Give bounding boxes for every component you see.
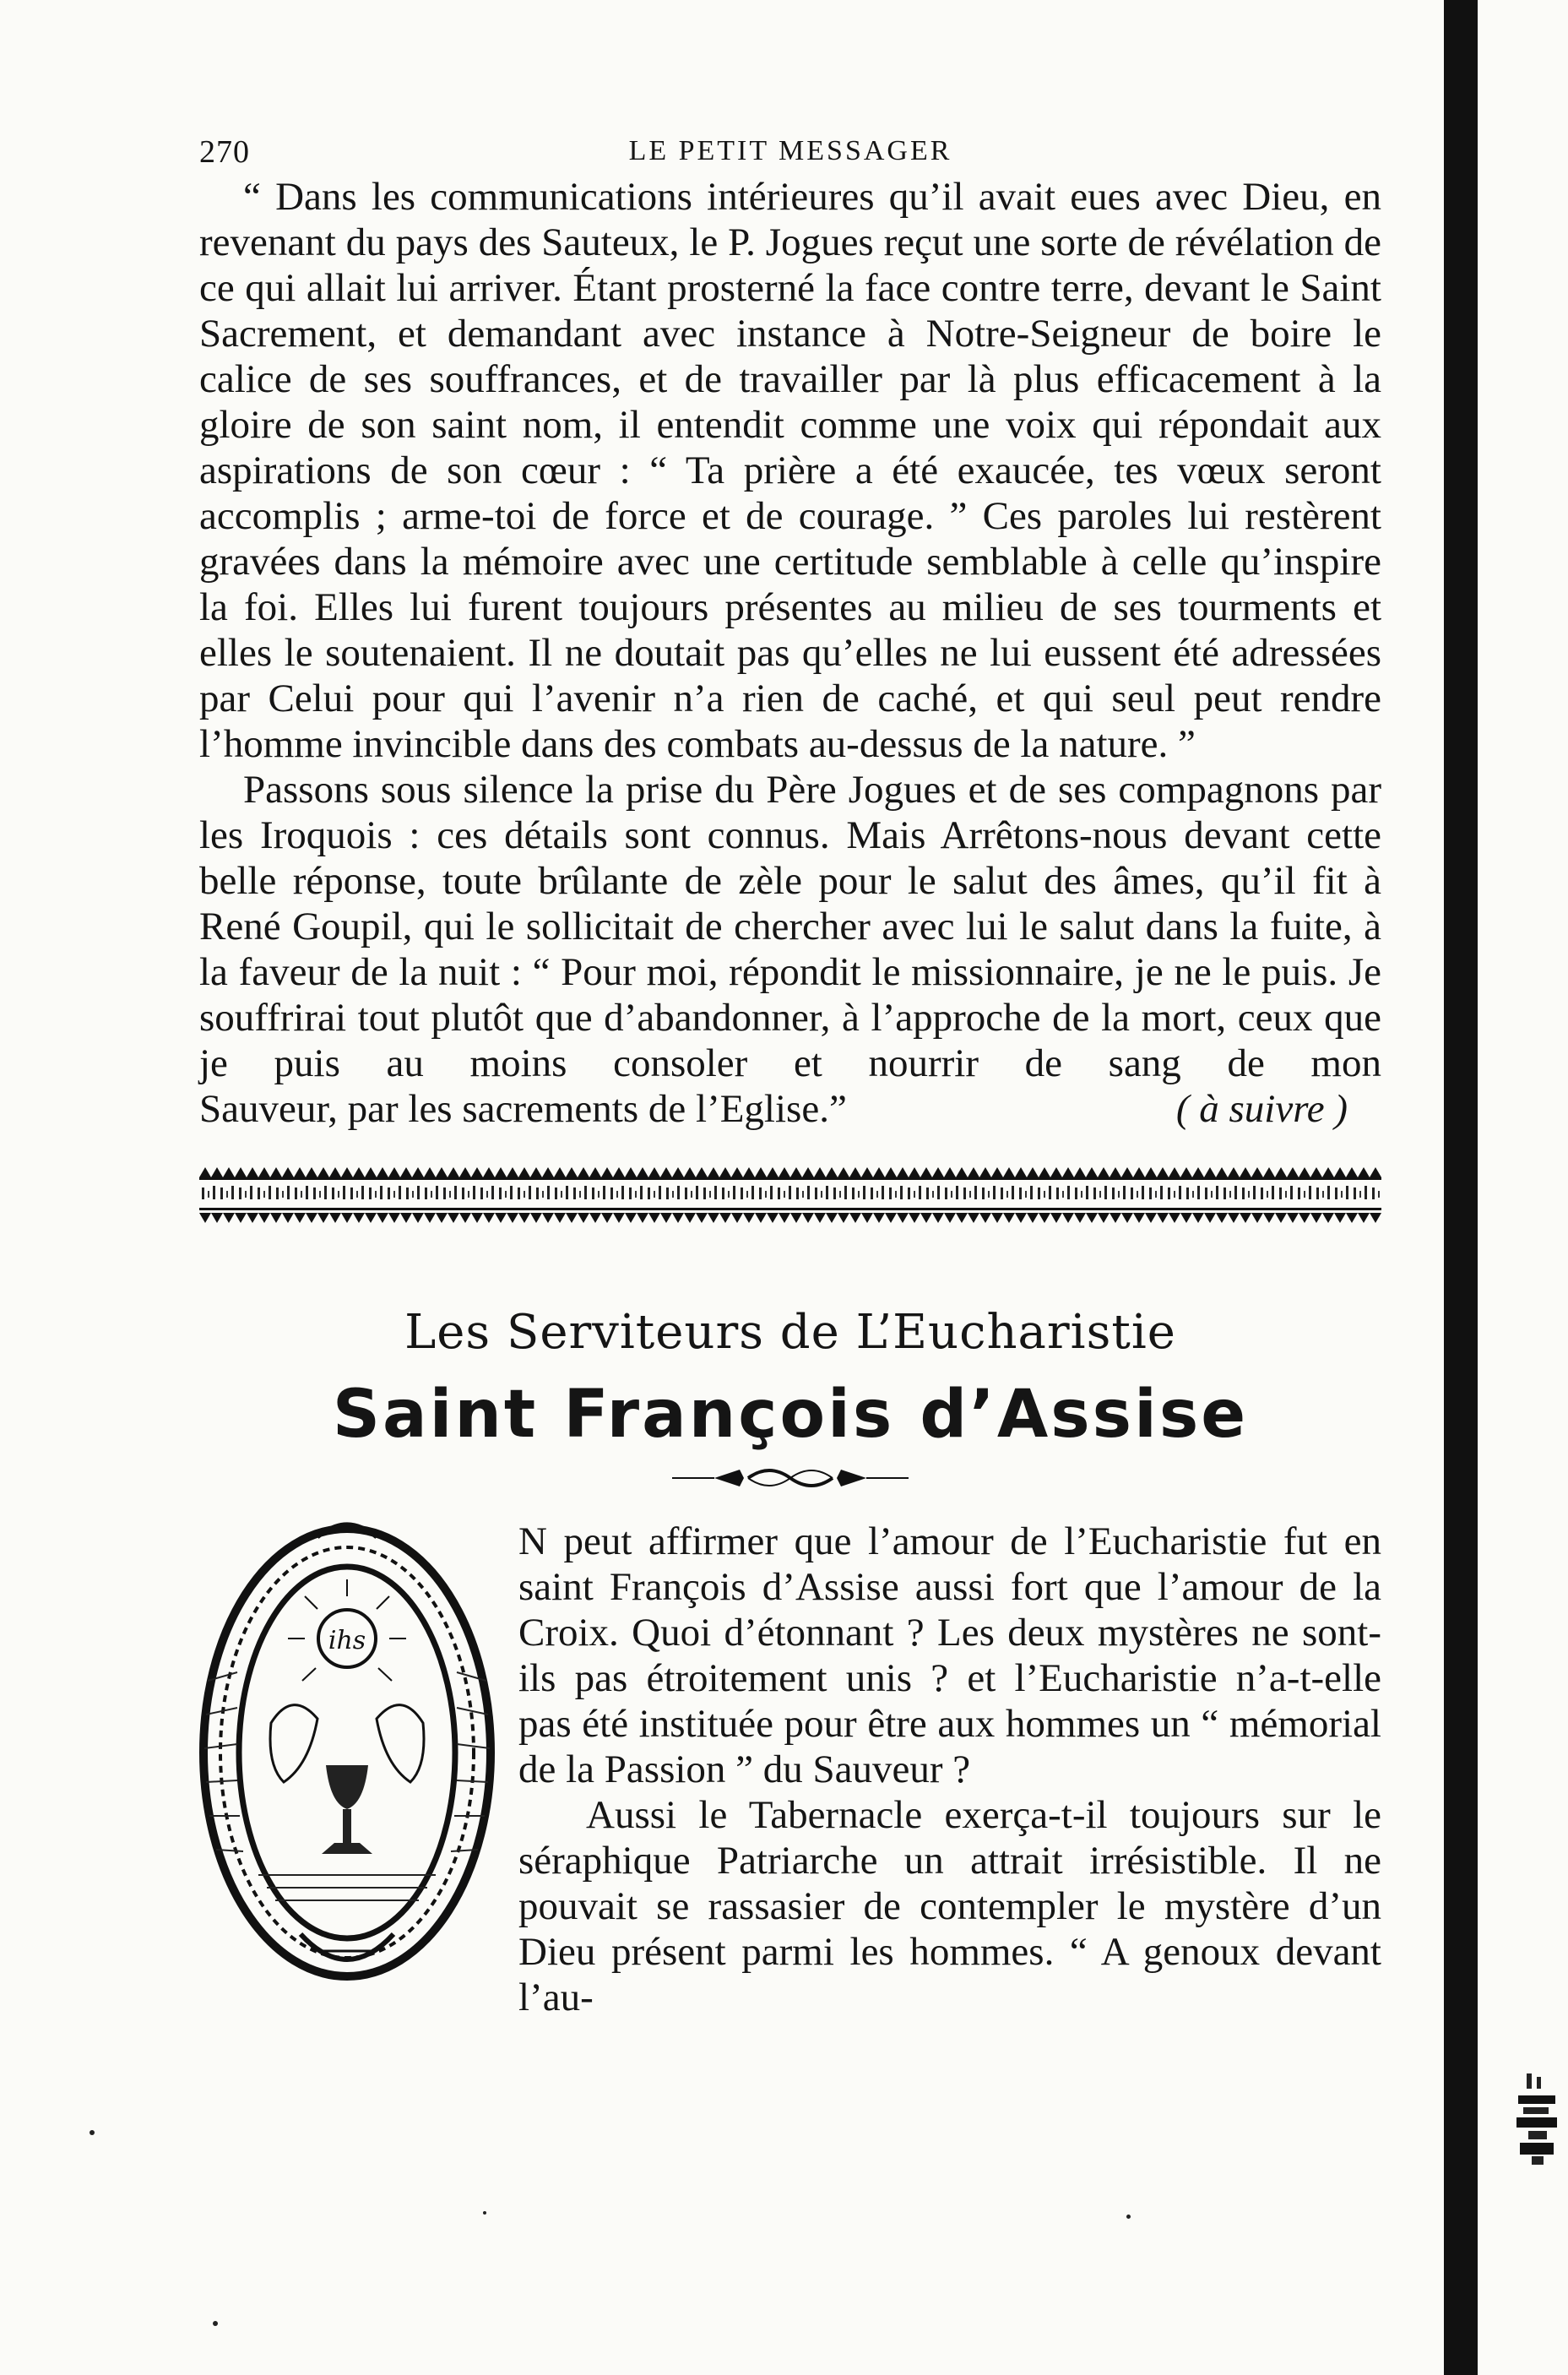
running-header xyxy=(199,127,1381,174)
article2-paragraph-2: Aussi le Tabernacle exerça-t-il toujours sur le séraphique Patriarche un attrait irrésistible. Il ne pouvait se rassasier de contempler le mystère d’un Dieu présent parmi les hommes. “ A genoux devant l’au- xyxy=(518,1793,1381,2019)
article1-paragraph-1: “ Dans les communications intérieures qu’il avait eues avec Dieu, en revenant du pays des Sauteux, le P. Jogues reçut une sorte de révélation de ce qui allait lui arriver. Étant prosterné la face contre terre, devant le Saint Sacrement, et demandant avec instance à Notre-Seigneur de boire le calice de ses souffrances, et de travailler par là plus efficacement à la gloire de son saint nom, il entendit comme une voix qui répondait aux aspirations de son cœur : “ Ta prière a été exaucée, tes vœux seront accomplis ; arme-toi de force et de courage. ” Ces paroles lui restèrent gravées dans la mémoire avec une certitude semblable à celle qu’inspire la foi. Elles lui furent toujours présentes au milieu de ses tourments et elles le soutenaient. Il ne doutait pas qu’elles ne lui eussent été adressées par Celui pour qui l’avenir n’a rien de caché, et qui seul peut rendre l’homme invincible dans des combats au-dessus de la nature. ” xyxy=(199,175,1381,766)
svg-text:ihs: ihs xyxy=(328,1626,366,1655)
article-title: Saint François d’Assise xyxy=(332,1377,1249,1453)
ink-speck xyxy=(1126,2215,1131,2219)
fleuron-ornament xyxy=(664,1461,917,1495)
binding-edge-bar xyxy=(1444,0,1478,2375)
historiated-initial-o xyxy=(191,1512,503,1997)
article2-paragraph-1: N peut affirmer que l’amour de l’Eucharistie fut en saint François d’Assise aussi fort que l’amour de la Croix. Quoi d’étonnant ? Les deux mystères ne sont-ils pas étroitement unis ? et l’Eucharistie n’a-t-elle pas été instituée pour être aux hommes un “ mémorial de la Passion ” du Sauveur ? xyxy=(518,1519,1381,1791)
page-number: 270 xyxy=(199,134,250,170)
section-title: Les Serviteurs de L’Eucharistie xyxy=(404,1305,1176,1360)
dropcap-illustration xyxy=(191,1512,503,1997)
article1-paragraph-2: Passons sous silence la prise du Père Jogues et de ses compagnons par les Iroquois : ces détails sont connus. Mais Arrêtons-nous devant cette belle réponse, toute brûlante de zèle pour le salut des âmes, qu’il fit à René Goupil, qui le sollicitait de chercher avec lui le salut dans la fuite, à la faveur de la nuit : “ Pour moi, répondit le missionnaire, je ne le puis. Je souffrirai tout plutôt que d’abandonner, à l’approche de la mort, ceux que je puis au moins consoler et nourrir de sang de mon xyxy=(199,768,1381,1085)
article2-body xyxy=(199,1512,1381,2020)
margin-ink-mark xyxy=(1511,2073,1562,2166)
article1-closing-text: Sauveur, par les sacrements de l’Eglise.” xyxy=(199,1087,847,1131)
article1-last-line xyxy=(199,1086,1381,1132)
ink-speck xyxy=(213,2321,218,2326)
to-be-continued: ( à suivre ) xyxy=(1175,1087,1348,1131)
ink-speck xyxy=(483,2211,486,2215)
ink-speck xyxy=(90,2130,95,2135)
page-content xyxy=(199,127,1381,2020)
ornamental-divider-band xyxy=(199,1166,1381,1225)
running-title: LE PETIT MESSAGER xyxy=(628,135,952,166)
